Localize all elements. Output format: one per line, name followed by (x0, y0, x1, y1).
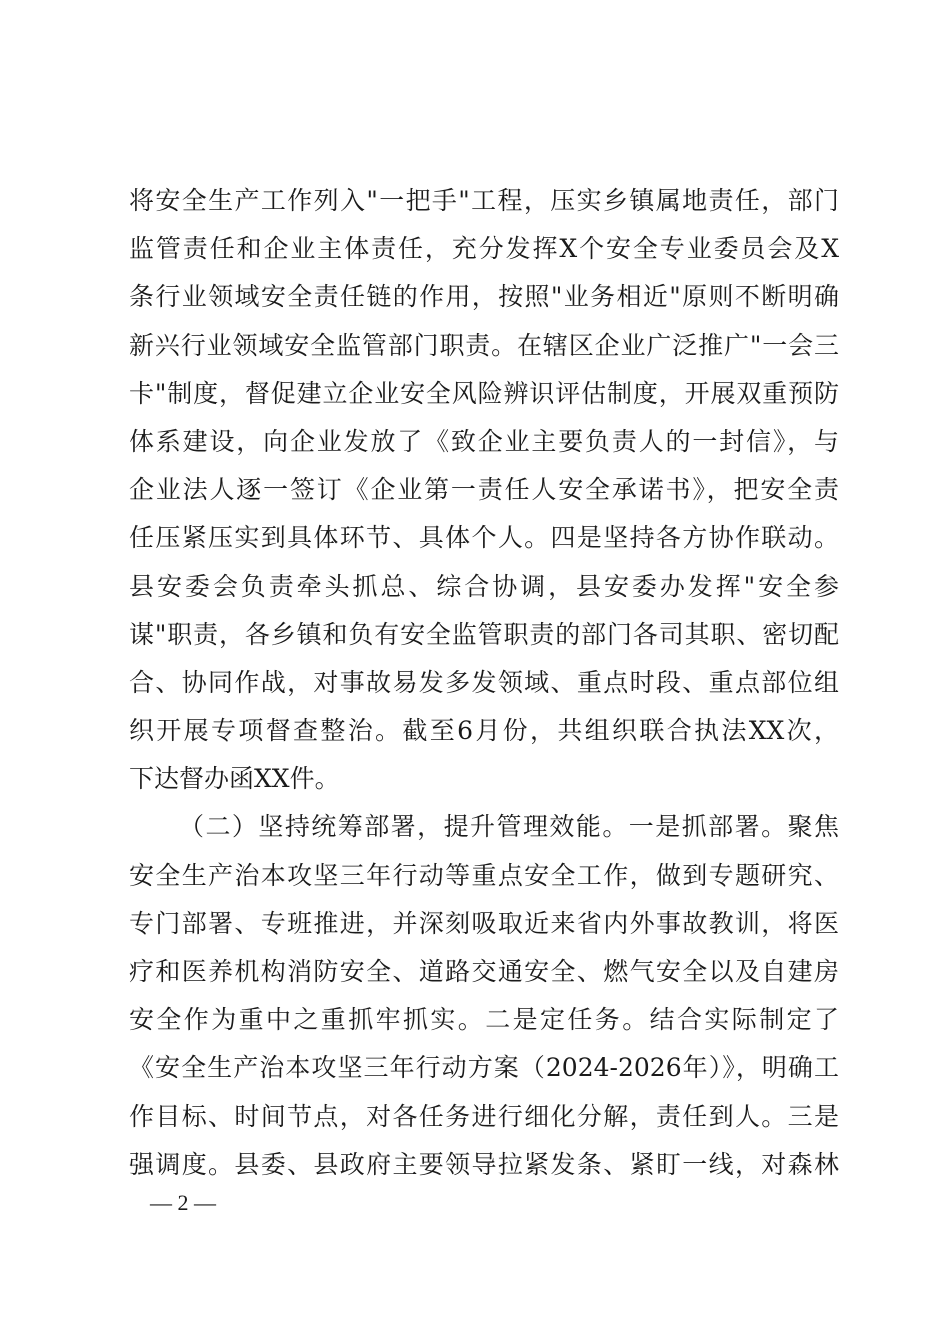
text-line: 专门部署、专班推进，并深刻吸取近来省内外事故教训，将医 (129, 908, 839, 938)
text-line: 《安全生产治本攻坚三年行动方案（2024-2026年）》，明确工 (129, 1053, 839, 1083)
text-line: 将安全生产工作列入"一把手"工程，压实乡镇属地责任，部门 (129, 186, 839, 215)
text-line: 谋"职责，各乡镇和负有安全监管职责的部门各司其职、密切配 (129, 619, 839, 649)
page-number: — 2 — (150, 1190, 216, 1215)
document-body (129, 177, 839, 1189)
text-line: 织开展专项督查整治。截至6月份，共组织联合执法XX次， (129, 716, 839, 746)
text-line: 下达督办函XX件。 (129, 764, 340, 794)
text-line: 体系建设，向企业发放了《致企业主要负责人的一封信》，与 (129, 426, 839, 456)
text-line: 条行业领域安全责任链的作用，按照"业务相近"原则不断明确 (129, 282, 839, 312)
text-line: 监管责任和企业主体责任，充分发挥X个安全专业委员会及X (129, 234, 839, 264)
text-line: 卡"制度，督促建立企业安全风险辨识评估制度，开展双重预防 (129, 378, 839, 408)
text-line: 任压紧压实到具体环节、具体个人。四是坚持各方协作联动。 (129, 523, 839, 553)
text-line: 安全作为重中之重抓牢抓实。二是定任务。结合实际制定了 (129, 1005, 839, 1035)
text-line: 县安委会负责牵头抓总、综合协调，县安委办发挥"安全参 (129, 571, 839, 601)
text-line: 疗和医养机构消防安全、道路交通安全、燃气安全以及自建房 (129, 957, 839, 986)
text-line: 安全生产治本攻坚三年行动等重点安全工作，做到专题研究、 (129, 860, 839, 890)
text-line: 作目标、时间节点，对各任务进行细化分解，责任到人。三是 (129, 1101, 839, 1131)
text-line: 强调度。县委、县政府主要领导拉紧发条、紧盯一线，对森林 (129, 1149, 839, 1179)
section-heading-line: （二）坚持统筹部署，提升管理效能。一是抓部署。聚焦 (179, 812, 839, 842)
text-line: 合、协同作战，对事故易发多发领域、重点时段、重点部位组 (129, 667, 839, 697)
text-line: 企业法人逐一签订《企业第一责任人安全承诺书》，把安全责 (129, 475, 839, 505)
text-line: 新兴行业领域安全监管部门职责。在辖区企业广泛推广"一会三 (129, 330, 839, 360)
